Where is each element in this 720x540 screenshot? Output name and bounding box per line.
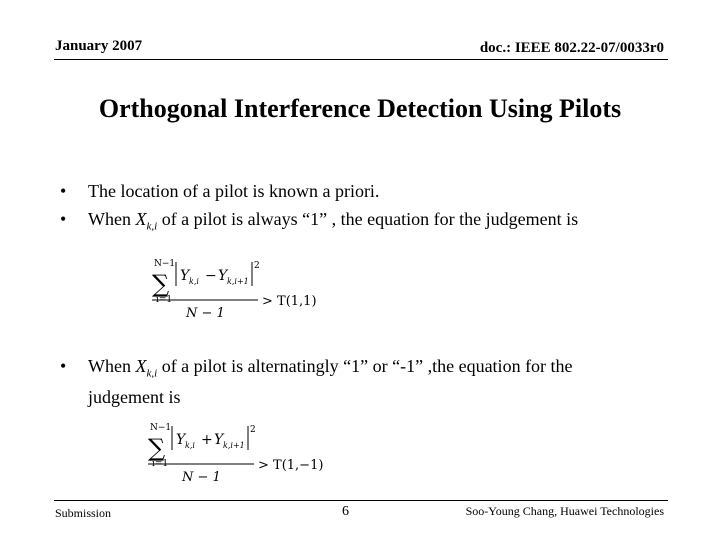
exponent: 2 bbox=[250, 425, 256, 435]
exponent: 2 bbox=[254, 261, 260, 271]
equation-2-svg bbox=[144, 420, 334, 488]
threshold: > T(1,1) bbox=[262, 294, 317, 309]
bullet-1 bbox=[60, 180, 379, 203]
bullet-3-pre: When bbox=[88, 356, 136, 376]
operator: − bbox=[205, 268, 217, 284]
page-number: 6 bbox=[342, 504, 349, 519]
y-term-1: Y bbox=[180, 268, 190, 284]
bullet-1-text: The location of a pilot is known a priori. bbox=[88, 181, 380, 201]
bullet-3-continuation: judgement is bbox=[88, 386, 181, 407]
bullet-3-post: of a pilot is alternatingly “1” or “-1” ,the equation for the bbox=[157, 356, 573, 376]
y-term-1-sub: k,i bbox=[185, 441, 195, 450]
footer-submission: Submission bbox=[55, 506, 112, 520]
sum-symbol: ∑ bbox=[152, 270, 170, 298]
equation-1-svg bbox=[148, 256, 328, 324]
threshold: > T(1,−1) bbox=[258, 458, 324, 473]
bullet-2-post: of a pilot is always “1” , the equation for the judgement is bbox=[157, 209, 579, 229]
denominator: N − 1 bbox=[186, 306, 225, 321]
bullet-2-pre: When bbox=[88, 209, 136, 229]
y-term-2: Y bbox=[214, 432, 224, 448]
footer-divider bbox=[54, 500, 668, 501]
bullet-3 bbox=[60, 355, 660, 409]
sum-upper-limit: N−1 bbox=[154, 259, 176, 269]
slide-title: Orthogonal Interference Detection Using Pilots bbox=[98, 94, 622, 123]
equation-2 bbox=[144, 420, 334, 492]
bullet-2 bbox=[60, 208, 578, 239]
footer-author: Soo-Young Chang, Huawei Technologies bbox=[465, 504, 664, 518]
y-term-2-sub: k,i+1 bbox=[227, 277, 249, 286]
y-term-1: Y bbox=[176, 432, 186, 448]
variable-x: $X_{k,i}$ bbox=[135, 356, 158, 380]
sum-upper-limit: N−1 bbox=[150, 423, 172, 433]
operator: + bbox=[201, 432, 213, 448]
y-term-2: Y bbox=[218, 268, 228, 284]
header-divider bbox=[54, 59, 668, 60]
sum-lower-limit: i=1 bbox=[152, 459, 169, 469]
variable-x: $X_{k,i}$ bbox=[135, 209, 158, 233]
y-term-1-sub: k,i bbox=[189, 277, 199, 286]
header-date: January 2007 bbox=[55, 38, 143, 54]
sum-lower-limit: i=1 bbox=[156, 295, 173, 305]
bullet-dot-icon: • bbox=[60, 356, 67, 376]
denominator: N − 1 bbox=[182, 470, 221, 485]
equation-1 bbox=[148, 256, 328, 328]
y-term-2-sub: k,i+1 bbox=[223, 441, 245, 450]
bullet-dot-icon: • bbox=[60, 209, 67, 229]
sum-symbol: ∑ bbox=[148, 434, 166, 462]
bullet-dot-icon: • bbox=[60, 181, 67, 201]
header-doc-id: doc.: IEEE 802.22-07/0033r0 bbox=[479, 40, 664, 56]
